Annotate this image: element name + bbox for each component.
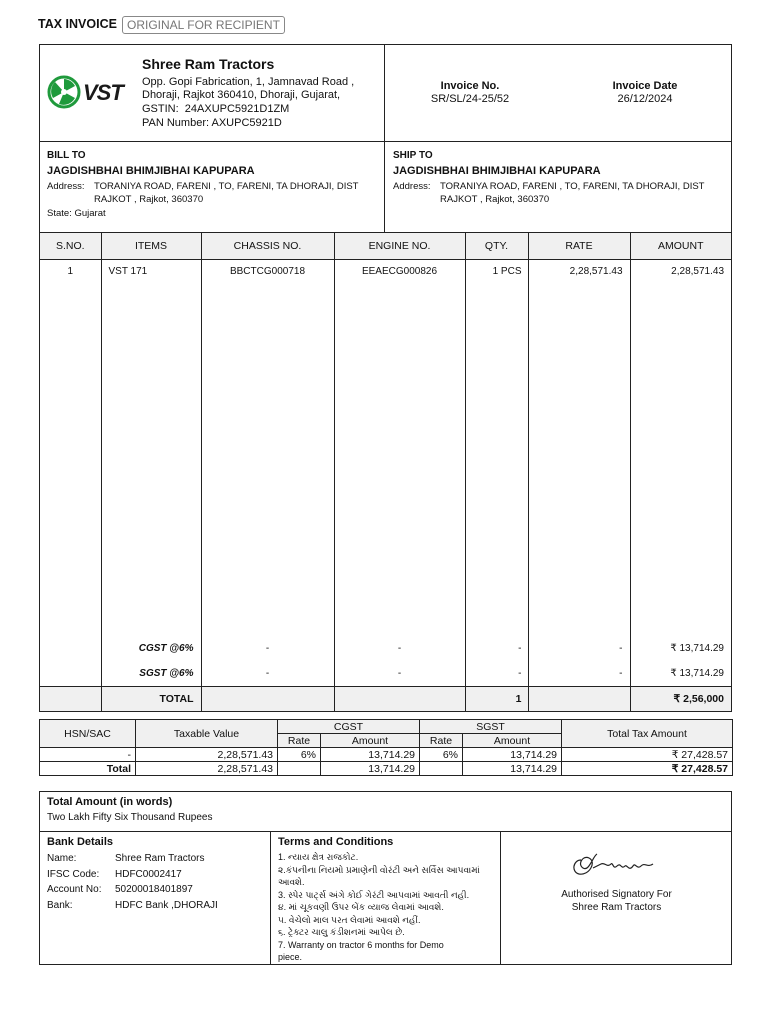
tax-total-taxable: 2,28,571.43 — [136, 762, 278, 776]
sgst-label: SGST @6% — [101, 661, 201, 686]
h-taxable: Taxable Value — [136, 720, 278, 748]
signatory-line1: Authorised Signatory For — [561, 889, 672, 900]
footer-section — [39, 831, 732, 965]
bill-to-name: JAGDISHBHAI BHIMJIBHAI KAPUPARA — [47, 165, 255, 177]
terms-line: ૪. માં ચૂકવણી ઉપર બેંક વ્યાજ લેવામાં આવશે. — [278, 902, 444, 912]
cgst-c4: - — [528, 636, 630, 661]
bill-to-address-line1: TORANIYA ROAD, FARENI , TO, FARENI, TA DHORAJI, DIST — [94, 181, 359, 192]
pan-value: AXUPC5921D — [211, 117, 282, 129]
cgst-label: CGST @6% — [101, 636, 201, 661]
bank-values — [115, 851, 218, 913]
row-chassis: BBCTCG000718 — [201, 259, 334, 636]
terms-line: 1. ન્યાય ક્ષેત્ર રાજકોટ. — [278, 852, 359, 862]
bank-name-label: Name: — [47, 853, 77, 864]
terms-line: 3. સ્પેર પાર્ટ્સ અંગે કોઈ ગેરંટી આપવામાં આવતી નહી. — [278, 889, 470, 900]
tax-total-amount: ₹ 27,428.57 — [562, 762, 733, 776]
invoice-no: SR/SL/24-25/52 — [430, 93, 510, 105]
total-amount: ₹ 2,56,000 — [630, 686, 731, 711]
tax-cgst-rate: 6% — [278, 748, 321, 762]
state-label: State: — [47, 208, 72, 219]
total-row — [40, 686, 731, 711]
terms-line: ૬. ટ્રેક્ટર ચાલુ કંડીશનમાં આપેલ છે. — [278, 927, 405, 937]
bank-account-label: Account No: — [47, 884, 102, 895]
signatory-line2: Shree Ram Tractors — [571, 902, 662, 913]
invoice-date-label: Invoice Date — [612, 80, 678, 92]
gstin-label: GSTIN: — [142, 103, 179, 115]
h-cgst: CGST — [278, 720, 420, 734]
tax-total-cgst: 13,714.29 — [321, 762, 420, 776]
row-engine: EEAECG000826 — [334, 259, 465, 636]
h-cgst-amount: Amount — [321, 734, 420, 748]
total-qty: 1 — [465, 686, 528, 711]
ship-to-address-line2: RAJKOT , Rajkot, 360370 — [440, 194, 550, 205]
h-cgst-rate: Rate — [278, 734, 321, 748]
pan-label: PAN Number: — [142, 117, 210, 129]
invoice-date-block — [585, 80, 705, 105]
tax-total-label: Total — [40, 762, 136, 776]
row-item: VST 171 — [101, 259, 201, 636]
sgst-c2: - — [334, 661, 465, 686]
h-sgst-rate: Rate — [420, 734, 463, 748]
tax-hsn: - — [40, 748, 136, 762]
tax-cgst-amount: 13,714.29 — [321, 748, 420, 762]
h-hsn: HSN/SAC — [40, 720, 136, 748]
ship-to-heading: SHIP TO — [393, 150, 433, 161]
seller-name: Shree Ram Tractors — [142, 56, 275, 72]
terms-line: 7. Warranty on tractor 6 months for Demo — [278, 939, 444, 950]
tax-sgst-rate: 6% — [420, 748, 463, 762]
sgst-row — [40, 661, 731, 686]
total-label: TOTAL — [101, 686, 201, 711]
bank-heading: Bank Details — [47, 836, 114, 848]
signature-image — [567, 846, 667, 891]
col-sno: S.NO. — [40, 233, 101, 259]
h-sgst-amount: Amount — [463, 734, 562, 748]
cgst-row — [40, 636, 731, 661]
tax-summary-table — [39, 719, 733, 776]
terms-list — [278, 851, 493, 964]
copy-tag: ORIGINAL FOR RECIPIENT — [122, 16, 285, 34]
col-engine: ENGINE NO. — [334, 233, 465, 259]
vst-logo — [47, 75, 131, 114]
h-sgst: SGST — [420, 720, 562, 734]
row-sno: 1 — [67, 265, 74, 277]
tax-sgst-amount: 13,714.29 — [463, 748, 562, 762]
amount-words-label: Total Amount (in words) — [47, 796, 173, 808]
bank-bank-label: Bank: — [47, 899, 73, 911]
state-value: Gujarat — [74, 208, 106, 219]
bank-ifsc-value: HDFC0002417 — [115, 868, 182, 880]
terms-heading: Terms and Conditions — [278, 836, 394, 848]
row-amount: 2,28,571.43 — [630, 259, 731, 636]
invoice-no-block — [410, 80, 530, 105]
bill-to-heading: BILL TO — [47, 150, 86, 161]
tax-taxable: 2,28,571.43 — [136, 748, 278, 762]
tax-total-row — [40, 762, 733, 776]
seller-address-line2: Dhoraji, Rajkot 360410, Dhoraji, Gujarat, — [142, 89, 341, 101]
terms-line: આવશે. — [278, 877, 305, 887]
col-qty: QTY. — [465, 233, 528, 259]
parties-section — [39, 141, 732, 233]
sgst-c1: - — [201, 661, 334, 686]
ship-to-address-line1: TORANIYA ROAD, FARENI , TO, FARENI, TA DHORAJI, DIST — [440, 181, 705, 192]
col-amount: AMOUNT — [630, 233, 731, 259]
ship-to-address-label: Address: — [393, 181, 431, 192]
ship-to-name: JAGDISHBHAI BHIMJIBHAI KAPUPARA — [393, 165, 601, 177]
bill-to-address-label: Address: — [47, 181, 85, 192]
items-header-row — [40, 233, 731, 259]
h-total-tax: Total Tax Amount — [562, 720, 733, 748]
bank-ifsc-label: IFSC Code: — [47, 868, 100, 880]
terms-line: ૫. વેચેલો માલ પરત લેવામાં આવશે નહીં. — [278, 914, 421, 925]
cgst-amount: ₹ 13,714.29 — [630, 636, 731, 661]
doc-type: TAX INVOICE — [38, 17, 117, 31]
bank-account-value: 50200018401897 — [115, 884, 193, 895]
bank-labels — [47, 851, 101, 913]
invoice-date: 26/12/2024 — [617, 93, 673, 105]
gstin-value: 24AXUPC5921D1ZM — [184, 103, 290, 115]
invoice-no-label: Invoice No. — [440, 80, 500, 92]
seller-address-line1: Opp. Gopi Fabrication, 1, Jamnavad Road , — [142, 76, 355, 88]
row-qty: 1 PCS — [465, 259, 528, 636]
tax-total: ₹ 27,428.57 — [562, 748, 733, 762]
sgst-c4: - — [528, 661, 630, 686]
bill-to-address-line2: RAJKOT , Rajkot, 360370 — [94, 194, 204, 205]
seller-pan — [142, 117, 282, 129]
items-table — [39, 232, 732, 712]
row-rate: 2,28,571.43 — [528, 259, 630, 636]
bill-to-state — [47, 208, 106, 219]
cgst-c2: - — [334, 636, 465, 661]
cgst-c3: - — [465, 636, 528, 661]
col-items: ITEMS — [101, 233, 201, 259]
table-row — [40, 748, 733, 762]
bank-name-value: Shree Ram Tractors — [115, 853, 205, 864]
sgst-amount: ₹ 13,714.29 — [630, 661, 731, 686]
invoice-header — [39, 44, 732, 142]
sgst-c3: - — [465, 661, 528, 686]
amount-in-words — [39, 791, 732, 832]
terms-line: piece. — [278, 952, 303, 962]
col-rate: RATE — [528, 233, 630, 259]
cgst-c1: - — [201, 636, 334, 661]
col-chassis: CHASSIS NO. — [201, 233, 334, 259]
bank-bank-value: HDFC Bank ,DHORAJI — [115, 899, 218, 911]
logo-text: VST — [83, 80, 123, 105]
table-row — [40, 259, 731, 636]
terms-line: ૨.કંપનીના નિયમો પ્રમાણેની વોરંટી અને સર્વિસ આપવામાં — [278, 864, 480, 875]
seller-gstin — [142, 103, 289, 115]
tax-total-sgst: 13,714.29 — [463, 762, 562, 776]
amount-words-value: Two Lakh Fifty Six Thousand Rupees — [47, 812, 213, 823]
